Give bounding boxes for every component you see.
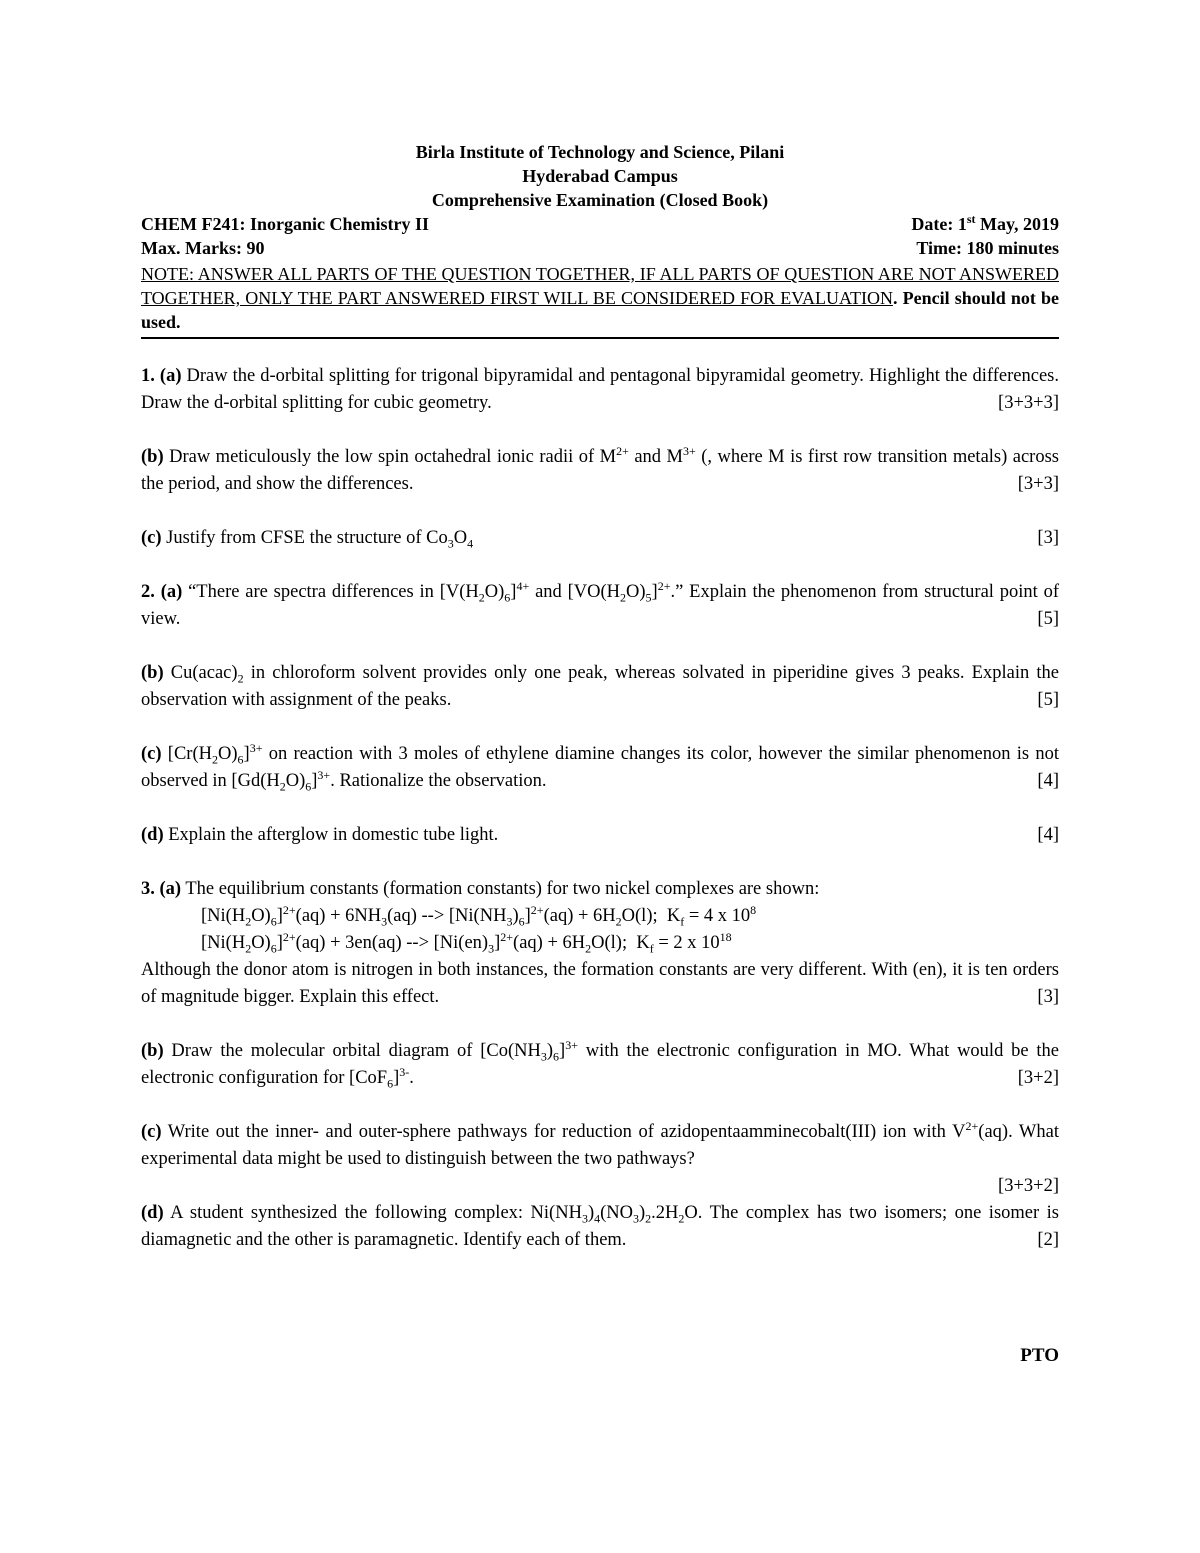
pto-label: PTO bbox=[1020, 1345, 1059, 1366]
equation-2: $[Ni(H_2O)_6]^{2+}(aq) + 3en(aq)$ --> $[Ni(en)_3]^{2+}(aq) + 6H_2O(l)$; $K_f = 2$ x $10^{18}$ bbox=[201, 929, 732, 956]
q3d: (d) A student synthesized the following complex: $Ni(NH_3)_4(NO_3)_2.2H_2O$. The complex has two isomers; one isomer is diamagnetic and the other is paramagnetic. Identify each of them. [2] bbox=[141, 1200, 1059, 1254]
exam-time: Time: 180 minutes bbox=[916, 238, 1059, 258]
marks-row bbox=[141, 236, 1059, 260]
q3b: (b) Draw the molecular orbital diagram of $[Co(NH_3)_6]^{3+}$ with the electronic configuration in MO. What would be the electronic configuration for $[CoF_6]^{3-}$. [3+2] bbox=[141, 1037, 1059, 1091]
marks: [3] bbox=[1037, 987, 1059, 1007]
institute-name: Birla Institute of Technology and Science, Pilani bbox=[415, 142, 785, 162]
q2b: (b) $Cu(acac)_2$ in chloroform solvent provides only one peak, whereas solvated in piperidine gives 3 peaks. Explain the observation with assignment of the peaks. [5] bbox=[141, 660, 1059, 714]
course-row bbox=[141, 212, 1059, 236]
q3c: (c) Write out the inner- and outer-sphere pathways for reduction of azidopentaamminecobalt(III) ion with $V^{2+}(aq)$. What experimental data might be used to distinguish between the two pathways? bbox=[141, 1118, 1059, 1169]
exam-page bbox=[141, 140, 1059, 1254]
note-text: ANSWER ALL PARTS OF THE QUESTION TOGETHER, IF ALL PARTS OF QUESTION ARE NOT ANSWERED TOGETHER, ONLY THE PART ANSWERED FIRST WILL BE CONSIDERED FOR EVALUATION bbox=[141, 264, 1059, 308]
q1c: (c) Justify from CFSE the structure of $Co_3O_4$ [3] bbox=[141, 525, 1059, 552]
exam-date: Date: 1st May, 2019 bbox=[911, 212, 1059, 234]
marks: [4] bbox=[1037, 825, 1059, 845]
marks: [4] bbox=[1037, 771, 1059, 791]
equation-1: $[Ni(H_2O)_6]^{2+}(aq) + 6NH_3(aq)$ --> $[Ni(NH_3)_6]^{2+}(aq) + 6H_2O(l)$; $K_f = 4$ x $10^8$ bbox=[201, 902, 757, 929]
marks: [3+3+3] bbox=[998, 393, 1059, 413]
marks: [3+3+2] bbox=[998, 1176, 1059, 1196]
q1a: 1. (a) Draw the d-orbital splitting for trigonal bipyramidal and pentagonal bipyramidal geometry. Highlight the differences. Draw the d-orbital splitting for cubic geometry. [3+3+3] bbox=[141, 363, 1059, 417]
marks: [5] bbox=[1037, 690, 1059, 710]
course-name: CHEM F241: Inorganic Chemistry II bbox=[141, 214, 429, 234]
q1b: (b) Draw meticulously the low spin octahedral ionic radii of $M^{2+}$ and $M^{3+}$ (, where M is first row transition metals) across the period, and show the differences. [3+3] bbox=[141, 444, 1059, 498]
marks: [3] bbox=[1037, 528, 1059, 548]
max-marks: Max. Marks: 90 bbox=[141, 238, 265, 258]
campus-name: Hyderabad Campus bbox=[522, 166, 678, 186]
q2d: (d) Explain the afterglow in domestic tube light. [4] bbox=[141, 822, 1059, 849]
q3a: 3. (a) The equilibrium constants (formation constants) for two nickel complexes are shown: bbox=[141, 879, 820, 899]
pencil-note: Pencil should not be used. bbox=[141, 288, 1060, 332]
q2c: (c) $[Cr(H_2O)_6]^{3+}$ on reaction with 3 moles of ethylene diamine changes its color, however the similar phenomenon is not observed in $[Gd(H_2O)_6]^{3+}$. Rationalize the observation. [4] bbox=[141, 740, 1059, 794]
marks: [5] bbox=[1037, 609, 1059, 629]
q2a: 2. (a) “There are spectra differences in $[V(H_2O)_6]^{4+}$ and $[VO(H_2O)_5]^{2+}$.” Explain the phenomenon from structural point of view. [5] bbox=[141, 579, 1059, 633]
marks: [2] bbox=[1037, 1230, 1059, 1250]
q3a-follow: Although the donor atom is nitrogen in both instances, the formation constants are very different. With (en), it is ten orders of magnitude bigger. Explain this effect. [3] bbox=[141, 957, 1059, 1011]
exam-title: Comprehensive Examination (Closed Book) bbox=[431, 190, 769, 210]
exam-note: NOTE: ANSWER ALL PARTS OF THE QUESTION TOGETHER, IF ALL PARTS OF QUESTION ARE NOT ANSWERED TOGETHER, ONLY THE PART ANSWERED FIRST WILL BE CONSIDERED FOR EVALUATION. Pencil should not be used. bbox=[141, 264, 1060, 332]
marks: [3+3] bbox=[1017, 474, 1059, 494]
marks: [3+2] bbox=[1017, 1068, 1059, 1088]
